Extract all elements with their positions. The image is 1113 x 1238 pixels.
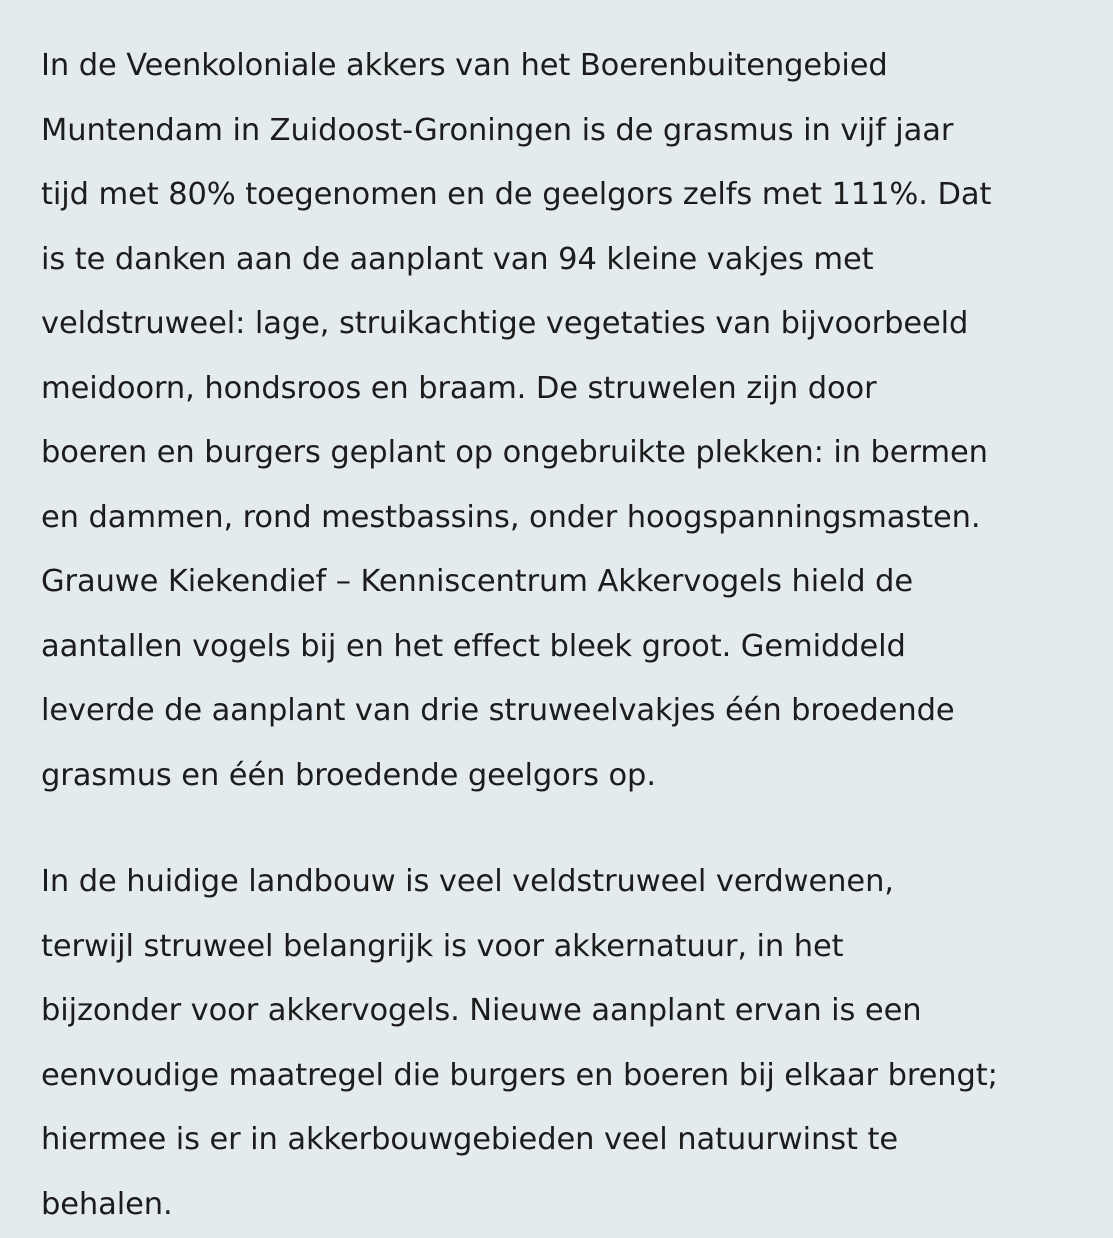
text-line: veldstruweel: lage, struikachtige vegetaties van bijvoorbeeld [41, 306, 969, 341]
text-line: aantallen vogels bij en het effect bleek groot. Gemiddeld [41, 628, 906, 664]
paragraph-2 [41, 850, 1073, 1237]
text-line: tijd met 80% toegenomen en de geelgors zelfs met 111%. Dat [41, 177, 992, 212]
paragraph-1 [41, 34, 1073, 808]
text-line: en dammen, rond mestbassins, onder hoogspanningsmasten. [41, 499, 981, 535]
text-line: bijzonder voor akkervogels. Nieuwe aanplant ervan is een [41, 993, 922, 1028]
text-line: is te danken aan de aanplant van 94 kleine vakjes met [41, 241, 874, 277]
text-line: In de huidige landbouw is veel veldstruweel verdwenen, [41, 864, 894, 899]
text-line: terwijl struweel belangrijk is voor akkernatuur, in het [41, 928, 844, 964]
text-line: boeren en burgers geplant op ongebruikte plekken: in bermen [41, 435, 988, 470]
text-line: hiermee is er in akkerbouwgebieden veel natuurwinst te [41, 1122, 899, 1157]
text-line: eenvoudige maatregel die burgers en boeren bij elkaar brengt; [41, 1057, 998, 1093]
text-line: grasmus en één broedende geelgors op. [41, 757, 656, 793]
text-line: meidoorn, hondsroos en braam. De struwelen zijn door [41, 370, 877, 406]
text-line: In de Veenkoloniale akkers van het Boerenbuitengebied [41, 48, 888, 83]
text-line: Grauwe Kiekendief – Kenniscentrum Akkervogels hield de [41, 564, 913, 599]
text-line: Muntendam in Zuidoost-Groningen is de grasmus in vijf jaar [41, 112, 954, 148]
text-line: behalen. [41, 1186, 173, 1222]
text-line: leverde de aanplant van drie struweelvakjes één broedende [41, 693, 955, 728]
